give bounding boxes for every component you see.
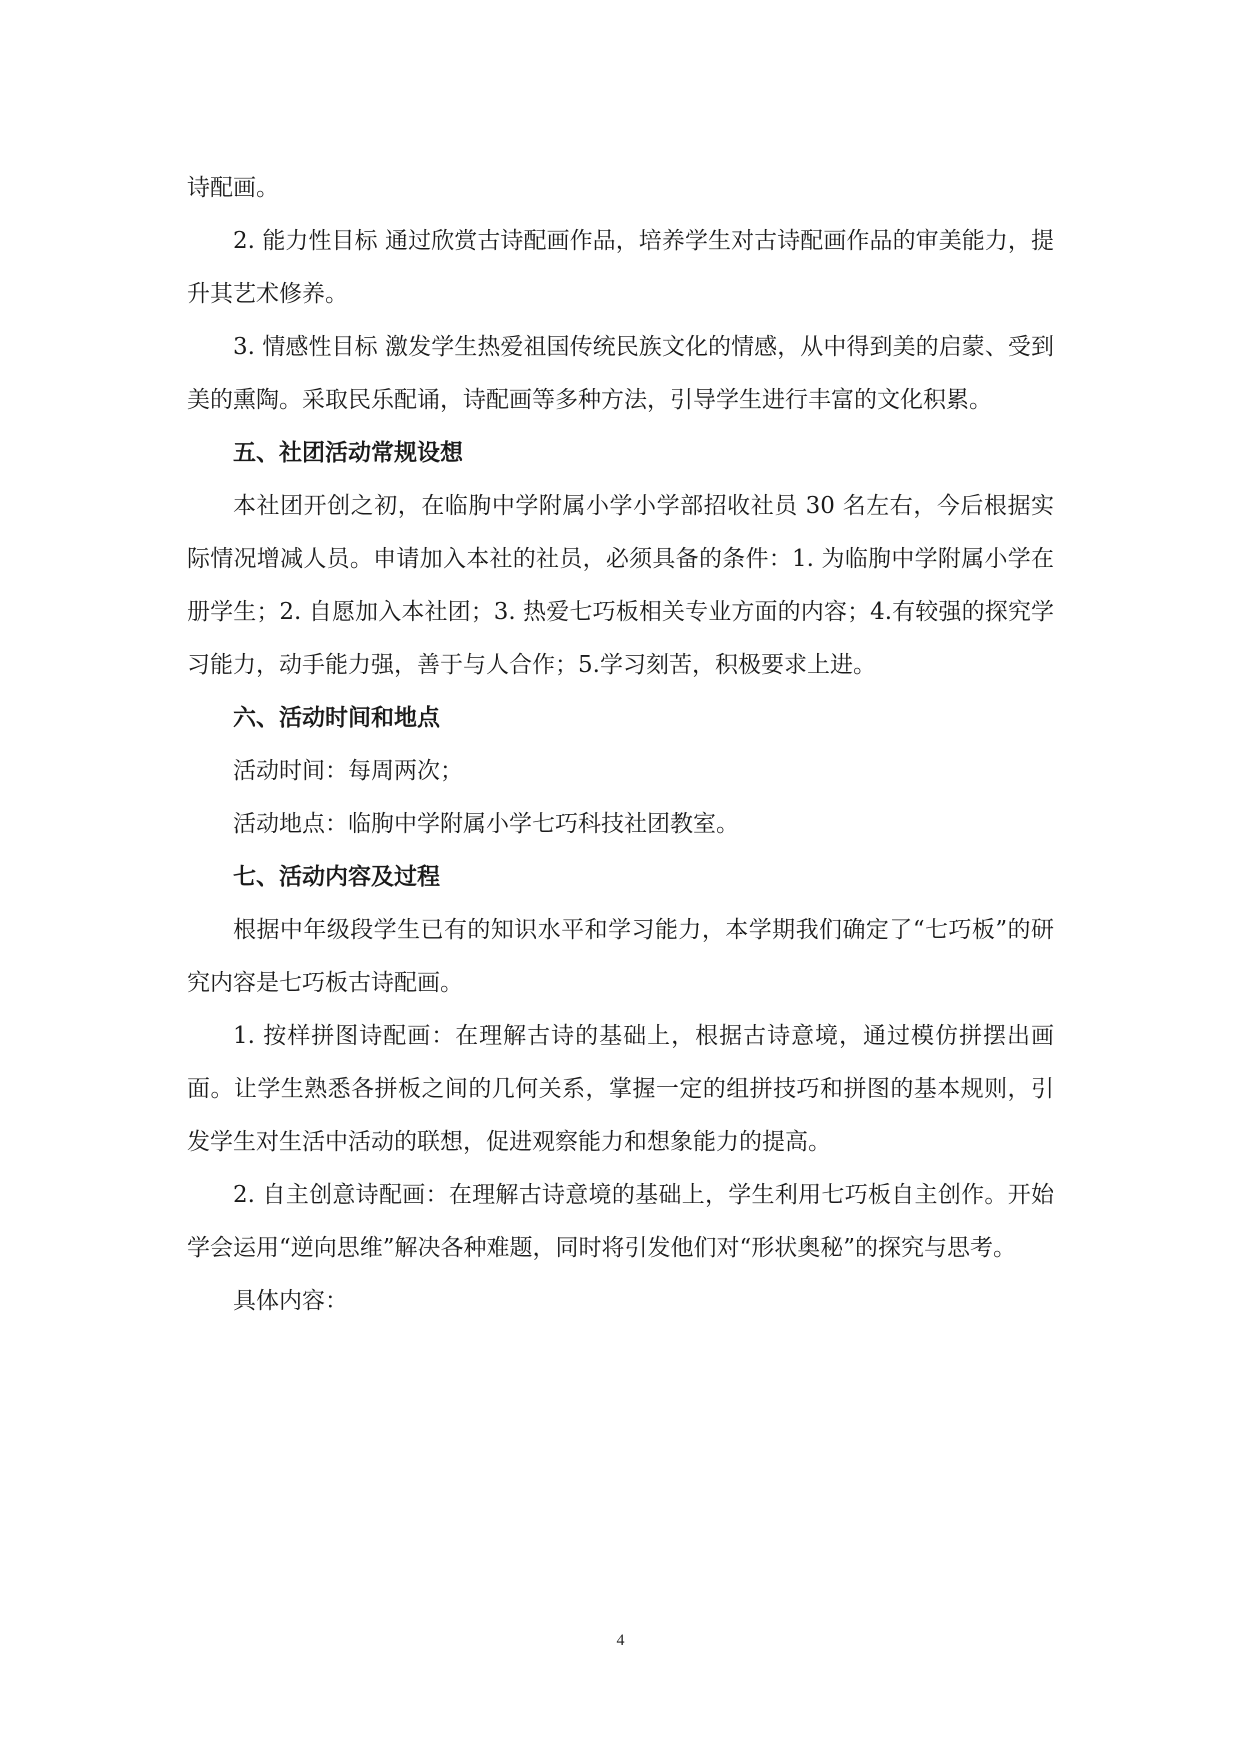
- section-heading-5: 五、社团活动常规设想: [233, 440, 463, 466]
- paragraph-membership: 本社团开创之初，在临朐中学附属小学小学部招收社员 30 名左右，今后根据实际情况增减人员。申请加入本社的社员，必须具备的条件：1. 为临朐中学附属小学在册学生；2. 自愿加入本社团；3. 热爱七巧板相关专业方面的内容；4.有较强的探究学习能力，动手能力强，善于与人合作；5.学习刻苦，积极要求上进。: [187, 493, 1054, 678]
- paragraph-continuation: 诗配画。: [187, 175, 279, 201]
- document-body: [187, 162, 1054, 1328]
- paragraph-activity-time: 活动时间：每周两次；: [233, 758, 463, 784]
- section-heading-7: 七、活动内容及过程: [233, 864, 440, 890]
- paragraph-emotion-goal: 3. 情感性目标 激发学生热爱祖国传统民族文化的情感，从中得到美的启蒙、受到美的熏陶。采取民乐配诵，诗配画等多种方法，引导学生进行丰富的文化积累。: [187, 334, 1054, 413]
- paragraph-specific-content: 具体内容：: [233, 1288, 348, 1314]
- paragraph-research-content: 根据中年级段学生已有的知识水平和学习能力，本学期我们确定了“七巧板”的研究内容是七巧板古诗配画。: [187, 917, 1054, 996]
- paragraph-ability-goal: 2. 能力性目标 通过欣赏古诗配画作品，培养学生对古诗配画作品的审美能力，提升其艺术修养。: [187, 228, 1054, 307]
- paragraph-activity-place: 活动地点：临朐中学附属小学七巧科技社团教室。: [233, 811, 739, 837]
- page-number: 4: [616, 1632, 625, 1649]
- paragraph-sample-puzzle: 1. 按样拼图诗配画：在理解古诗的基础上，根据古诗意境，通过模仿拼摆出画面。让学生熟悉各拼板之间的几何关系，掌握一定的组拼技巧和拼图的基本规则，引发学生对生活中活动的联想，促进观察能力和想象能力的提高。: [187, 1023, 1054, 1155]
- section-heading-6: 六、活动时间和地点: [233, 705, 440, 731]
- paragraph-creative-puzzle: 2. 自主创意诗配画：在理解古诗意境的基础上，学生利用七巧板自主创作。开始学会运用“逆向思维”解决各种难题，同时将引发他们对“形状奥秘”的探究与思考。: [187, 1182, 1054, 1261]
